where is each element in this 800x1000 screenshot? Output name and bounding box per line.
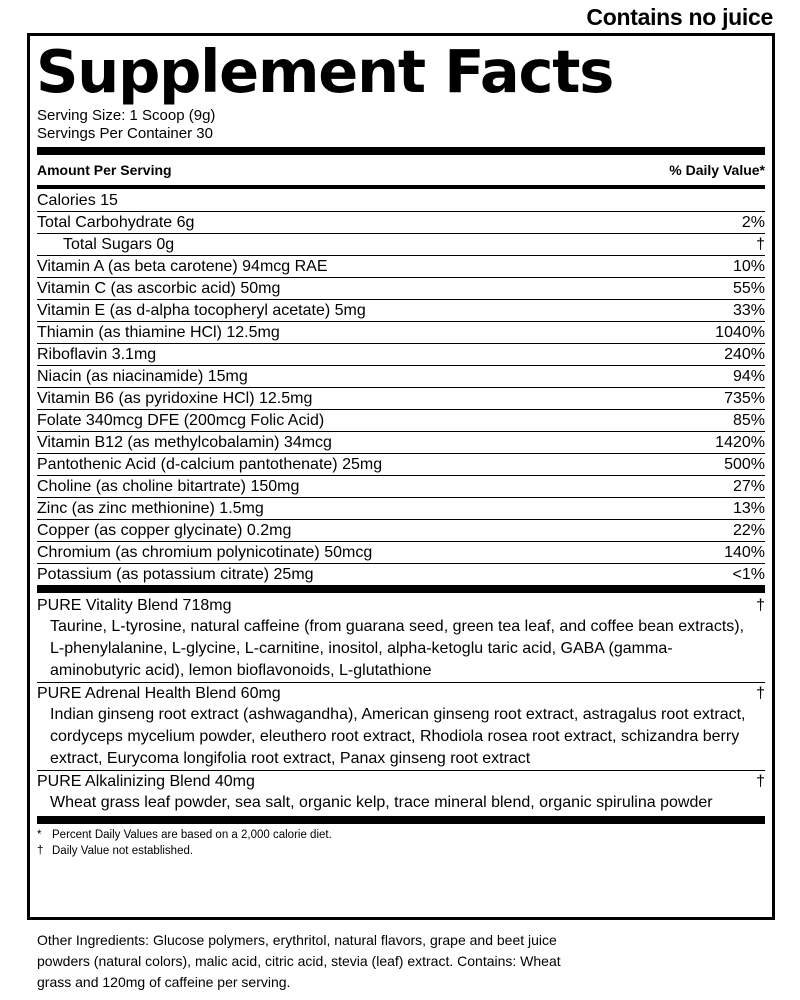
nutrient-name: Folate 340mcg DFE (200mcg Folic Acid)	[37, 412, 325, 429]
nutrient-daily-value: 140%	[724, 544, 765, 561]
blend-list	[37, 595, 765, 814]
blend-section	[37, 770, 765, 814]
blend-daily-value: †	[756, 685, 765, 702]
blend-section	[37, 595, 765, 682]
thick-divider	[37, 147, 765, 155]
blend-daily-value: †	[756, 773, 765, 790]
nutrient-daily-value: 33%	[732, 302, 765, 319]
nutrient-daily-value: 13%	[732, 500, 765, 517]
nutrient-row	[37, 366, 765, 388]
nutrient-daily-value: 55%	[732, 280, 765, 297]
nutrient-daily-value: 735%	[724, 390, 765, 407]
nutrient-daily-value: 22%	[732, 522, 765, 539]
nutrient-row	[37, 234, 765, 256]
daily-value-label: % Daily Value*	[669, 162, 765, 178]
nutrient-name: Vitamin B6 (as pyridoxine HCl) 12.5mg	[37, 390, 313, 407]
nutrient-name: Calories 15	[37, 192, 118, 209]
nutrient-daily-value: 94%	[732, 368, 765, 385]
footnote-text: Daily Value not established.	[52, 845, 194, 857]
nutrient-name: Vitamin B12 (as methylcobalamin) 34mcg	[37, 434, 332, 451]
nutrient-daily-value: 85%	[732, 412, 765, 429]
nutrient-name: Vitamin C (as ascorbic acid) 50mg	[37, 280, 281, 297]
nutrient-name: Choline (as choline bitartrate) 150mg	[37, 478, 300, 495]
nutrient-row	[37, 212, 765, 234]
amount-per-serving-label: Amount Per Serving	[37, 162, 172, 178]
nutrient-daily-value: 2%	[741, 214, 765, 231]
nutrient-daily-value: 240%	[724, 346, 765, 363]
nutrient-row	[37, 542, 765, 564]
nutrient-daily-value: 500%	[724, 456, 765, 473]
nutrient-name: Potassium (as potassium citrate) 25mg	[37, 566, 314, 583]
nutrient-name: Zinc (as zinc methionine) 1.5mg	[37, 500, 264, 517]
nutrient-daily-value: 27%	[732, 478, 765, 495]
nutrient-row	[37, 300, 765, 322]
nutrient-row	[37, 256, 765, 278]
nutrient-daily-value: 1420%	[715, 434, 765, 451]
nutrient-row	[37, 454, 765, 476]
footnotes	[37, 824, 765, 859]
nutrient-daily-value: 10%	[732, 258, 765, 275]
nutrient-row	[37, 498, 765, 520]
supplement-facts-panel	[27, 33, 775, 920]
contains-no-juice-note: Contains no juice	[586, 4, 773, 30]
blend-name: PURE Vitality Blend 718mg	[37, 597, 232, 614]
nutrient-name: Niacin (as niacinamide) 15mg	[37, 368, 248, 385]
nutrient-row	[37, 520, 765, 542]
blend-header	[37, 595, 765, 616]
nutrient-name: Vitamin E (as d-alpha tocopheryl acetate) 5mg	[37, 302, 366, 319]
footnote-line	[37, 827, 765, 843]
nutrient-row	[37, 564, 765, 585]
footnote-line	[37, 843, 765, 859]
nutrient-row	[37, 344, 765, 366]
nutrient-row	[37, 432, 765, 454]
blend-name: PURE Adrenal Health Blend 60mg	[37, 685, 281, 702]
footnote-text: Percent Daily Values are based on a 2,000 calorie diet.	[52, 829, 332, 841]
panel-title: Supplement Facts	[36, 37, 614, 106]
nutrient-name: Thiamin (as thiamine HCl) 12.5mg	[37, 324, 280, 341]
nutrient-name: Copper (as copper glycinate) 0.2mg	[37, 522, 292, 539]
blend-ingredients: Indian ginseng root extract (ashwagandha), American ginseng root extract, astragalus root extract, cordyceps mycelium powder, eleuthero root extract, Rhodiola rosea root extract, schizandra berry extract, Eurycoma longifolia root extract, Panax ginseng root extract	[50, 706, 746, 767]
blend-ingredients: Wheat grass leaf powder, sea salt, organic kelp, trace mineral blend, organic spirulina powder	[50, 794, 713, 811]
header-divider	[37, 185, 765, 189]
nutrient-name: Total Carbohydrate 6g	[37, 214, 195, 231]
serving-size: Serving Size: 1 Scoop (9g)	[37, 107, 216, 124]
nutrient-name: Riboflavin 3.1mg	[37, 346, 157, 363]
blend-section	[37, 682, 765, 770]
nutrient-row	[37, 388, 765, 410]
nutrient-row	[37, 476, 765, 498]
other-ingredients: Other Ingredients: Glucose polymers, erythritol, natural flavors, grape and beet juice powders (natural colors), malic acid, citric acid, stevia (leaf) extract. Contains: Wheat grass and 120mg of caffeine per serving.	[37, 932, 561, 990]
nutrient-name: Vitamin A (as beta carotene) 94mcg RAE	[37, 258, 328, 275]
nutrient-name: Pantothenic Acid (d-calcium pantothenate) 25mg	[37, 456, 383, 473]
nutrient-daily-value: <1%	[732, 566, 765, 583]
footnote-symbol: †	[37, 845, 44, 857]
nutrient-row	[37, 190, 765, 212]
blend-daily-value: †	[756, 597, 765, 614]
footnote-symbol: *	[37, 829, 42, 841]
nutrient-row	[37, 410, 765, 432]
nutrient-list	[37, 190, 765, 585]
servings-per-container: Servings Per Container 30	[37, 125, 213, 142]
nutrient-daily-value: 1040%	[715, 324, 765, 341]
blend-ingredients: Taurine, L-tyrosine, natural caffeine (from guarana seed, green tea leaf, and coffee bean extracts), L-phenylalanine, L-glycine, L-carnitine, inositol, alpha-ketoglu taric acid, GABA (gamma-aminobutyric acid), lemon bioflavonoids, L-glutathione	[50, 618, 745, 679]
nutrient-name: Chromium (as chromium polynicotinate) 50mcg	[37, 544, 373, 561]
nutrient-row	[37, 322, 765, 344]
nutrient-name: Total Sugars 0g	[63, 236, 175, 253]
blend-header	[37, 683, 765, 704]
footnote-divider	[37, 816, 765, 824]
blend-header	[37, 771, 765, 792]
nutrient-row	[37, 278, 765, 300]
blend-name: PURE Alkalinizing Blend 40mg	[37, 773, 255, 790]
nutrient-daily-value: †	[756, 236, 765, 253]
amount-header-row	[37, 155, 765, 185]
blend-divider	[37, 585, 765, 593]
